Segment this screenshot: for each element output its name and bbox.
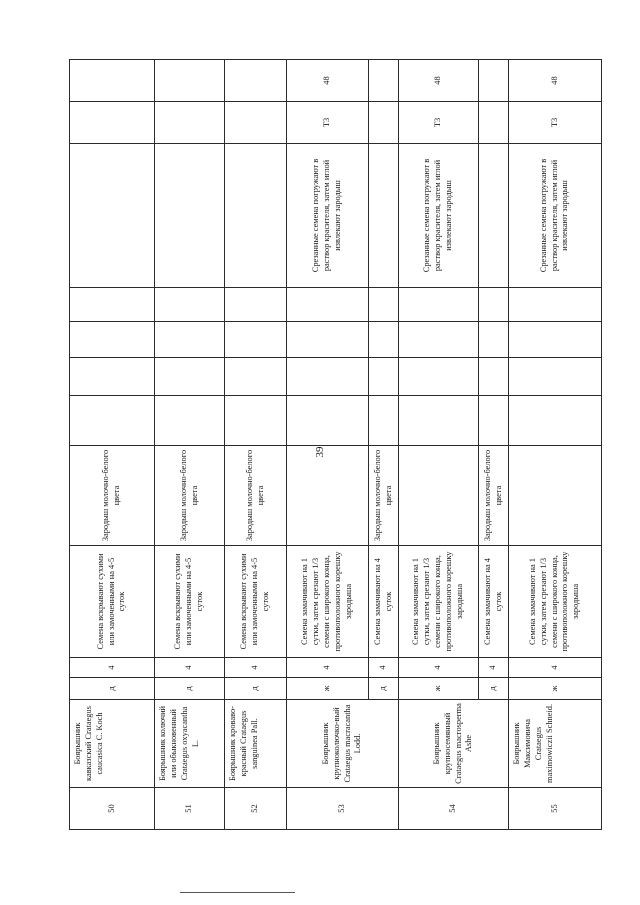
replicate-count: 4	[287, 658, 369, 678]
empty-cell	[399, 358, 479, 396]
empty-cell	[225, 396, 287, 446]
empty-cell	[225, 60, 287, 102]
seed-type: д	[369, 678, 399, 700]
empty-cell	[369, 322, 399, 358]
empty-cell	[399, 446, 479, 546]
species-name: Боярышник кроваво-красный Crataegus sanguinea Pall.	[225, 700, 287, 788]
rotated-table-wrapper	[69, 60, 601, 830]
seed-type: д	[225, 678, 287, 700]
empty-cell	[369, 144, 399, 288]
species-name: Боярышник крупноколючко-вый Crataegus macracantha Lodd.	[287, 700, 399, 788]
empty-cell	[509, 288, 602, 322]
replicate-count: 4	[509, 658, 602, 678]
empty-cell	[509, 446, 602, 546]
method-code: Т3	[509, 102, 602, 144]
empty-cell	[155, 396, 225, 446]
empty-cell	[155, 358, 225, 396]
row-number: 53	[287, 788, 399, 830]
empty-cell	[225, 322, 287, 358]
empty-cell	[225, 102, 287, 144]
empty-cell	[225, 288, 287, 322]
table-row	[287, 60, 369, 830]
empty-cell	[70, 322, 155, 358]
hours-value: 48	[399, 60, 479, 102]
empty-cell	[479, 60, 509, 102]
embryo-description: Зародыш молочно-белого цвета	[155, 446, 225, 546]
species-name: Боярышник колючий или обыкновенный Crataegus oxyacantha L.	[155, 700, 225, 788]
page-number: 39	[314, 446, 326, 458]
empty-cell	[287, 358, 369, 396]
replicate-count: 4	[225, 658, 287, 678]
empty-cell	[369, 288, 399, 322]
empty-cell	[399, 288, 479, 322]
embryo-description: Зародыш молочно-белого цвета	[369, 446, 399, 546]
empty-cell	[287, 446, 369, 546]
seed-type: д	[479, 678, 509, 700]
row-number: 54	[399, 788, 509, 830]
preparation-text: Семена вскрывают сухими или замоченными на 4-5 суток	[70, 546, 155, 658]
seed-type: д	[155, 678, 225, 700]
empty-cell	[155, 60, 225, 102]
staining-text: Срезанные семена погружают в раствор красителя, затем иглой извлекают зародыш	[287, 144, 369, 288]
preparation-text: Семена замачивают на 1 сутки, затем срезают 1/3 семени с широкого конца, противоположного корешку зародыша	[399, 546, 479, 658]
empty-cell	[155, 288, 225, 322]
empty-cell	[70, 288, 155, 322]
embryo-description: Зародыш молочно-белого цвета	[225, 446, 287, 546]
preparation-text: Семена вскрывают сухими или замоченными на 4-5 суток	[155, 546, 225, 658]
seed-type: ж	[287, 678, 369, 700]
empty-cell	[479, 396, 509, 446]
species-name: Боярышник Максимовича Crataegus maximowiczii Schneid.	[509, 700, 602, 788]
preparation-text: Семена замачивают на 1 сутки, затем срезают 1/3 семени с широкого конца, противоположного корешку зародыша	[287, 546, 369, 658]
method-code: Т3	[287, 102, 369, 144]
preparation-text: Семена замачивают на 1 сутки, затем срезают 1/3 семени с широкого конца, противоположного корешку зародыша	[509, 546, 602, 658]
empty-cell	[70, 60, 155, 102]
table-row	[225, 60, 287, 830]
empty-cell	[479, 322, 509, 358]
empty-cell	[509, 322, 602, 358]
table-row	[509, 60, 602, 830]
empty-cell	[225, 358, 287, 396]
empty-cell	[509, 358, 602, 396]
replicate-count: 4	[155, 658, 225, 678]
preparation-text: Семена вскрывают сухими или замоченными на 4-5 суток	[225, 546, 287, 658]
table-row	[399, 60, 479, 830]
empty-cell	[479, 288, 509, 322]
empty-cell	[287, 396, 369, 446]
staining-text: Срезанные семена погружают в раствор красителя, затем иглой извлекают зародыш	[509, 144, 602, 288]
empty-cell	[369, 358, 399, 396]
embryo-description: Зародыш молочно-белого цвета	[479, 446, 509, 546]
replicate-count: 4	[479, 658, 509, 678]
embryo-description: Зародыш молочно-белого цвета	[70, 446, 155, 546]
replicate-count: 4	[399, 658, 479, 678]
scan-artifact-line	[180, 892, 295, 893]
empty-cell	[479, 358, 509, 396]
empty-cell	[287, 322, 369, 358]
empty-cell	[155, 144, 225, 288]
seed-type: ж	[399, 678, 479, 700]
empty-cell	[287, 288, 369, 322]
empty-cell	[70, 358, 155, 396]
empty-cell	[479, 102, 509, 144]
replicate-count: 4	[70, 658, 155, 678]
staining-text: Срезанные семена погружают в раствор красителя, затем иглой извлекают зародыш	[399, 144, 479, 288]
empty-cell	[369, 396, 399, 446]
empty-cell	[509, 396, 602, 446]
empty-cell	[155, 102, 225, 144]
species-name: Боярышник кавказский Crataegus caucasica C. Koch	[70, 700, 155, 788]
method-code: Т3	[399, 102, 479, 144]
empty-cell	[369, 60, 399, 102]
row-number: 50	[70, 788, 155, 830]
empty-cell	[479, 144, 509, 288]
empty-cell	[399, 396, 479, 446]
empty-cell	[70, 102, 155, 144]
seed-type: д	[70, 678, 155, 700]
empty-cell	[70, 396, 155, 446]
species-name: Боярышник крупносемянный Crataegus macrosperma Ashe	[399, 700, 509, 788]
seed-test-table	[69, 59, 602, 830]
empty-cell	[369, 102, 399, 144]
empty-cell	[155, 322, 225, 358]
preparation-text: Семена замачивают на 4 суток	[479, 546, 509, 658]
row-number: 52	[225, 788, 287, 830]
table-row	[155, 60, 225, 830]
preparation-text: Семена замачивают на 4 суток	[369, 546, 399, 658]
row-number: 55	[509, 788, 602, 830]
empty-cell	[70, 144, 155, 288]
hours-value: 48	[287, 60, 369, 102]
seed-type: ж	[509, 678, 602, 700]
hours-value: 48	[509, 60, 602, 102]
table-row	[70, 60, 155, 830]
empty-cell	[399, 322, 479, 358]
empty-cell	[225, 144, 287, 288]
row-number: 51	[155, 788, 225, 830]
replicate-count: 4	[369, 658, 399, 678]
